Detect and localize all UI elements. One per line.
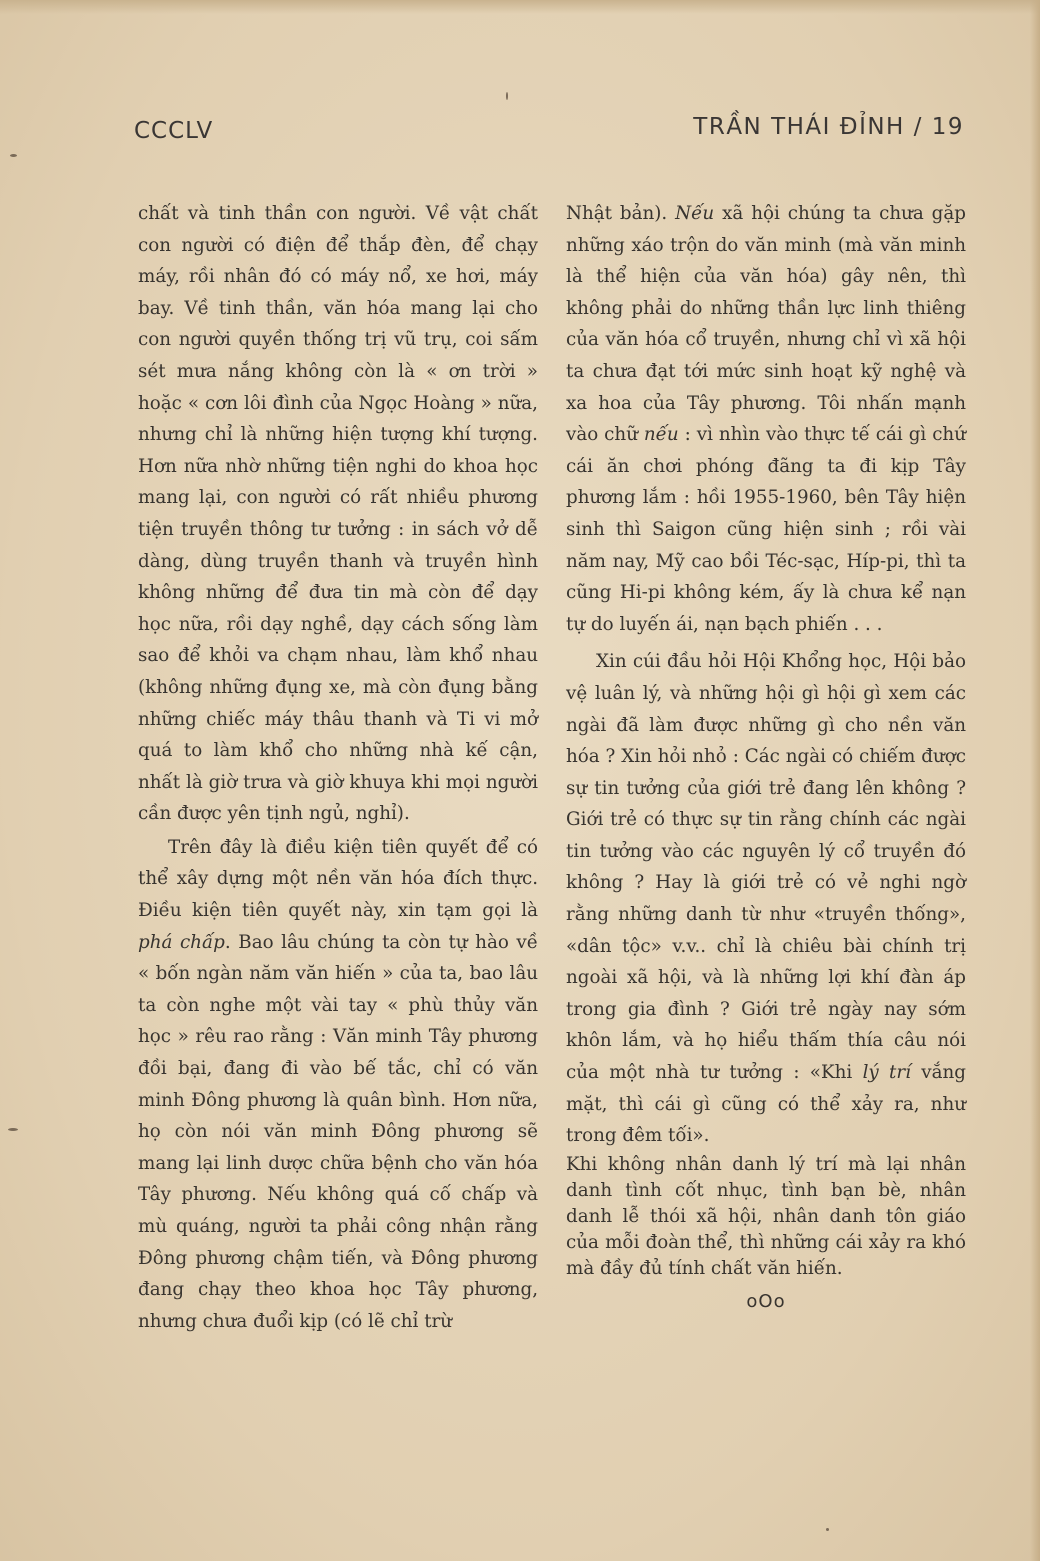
left-paragraph-1: chất và tinh thần con người. Về vật chất con người có điện để thắp đèn, để chạy máy, rồi nhân đó có máy nổ, xe hơi, máy bay. Về tinh thần, văn hóa mang lại cho con người quyền thống trị vũ trụ, coi sấm sét mưa nắng không còn là « ơn trời » hoặc « cơn lôi đình của Ngọc Hoàng » nữa, nhưng chỉ là những hiện tượng khí tượng. Hơn nữa nhờ những tiện nghi do khoa học mang lại, con người có rất nhiều phương tiện truyền thông tư tưởng : in sách vở dễ dàng, dùng truyền thanh và truyền hình không những để đưa tin mà còn để dạy học nữa, rồi dạy nghề, dạy cách sống làm sao để khỏi va chạm nhau, làm khổ nhau (không những đụng xe, mà còn đụng bằng những chiếc máy thâu thanh và Ti vi mở quá to làm khổ cho những nhà kế cận, nhất là giờ trưa và giờ khuya khi mọi người cần được yên tịnh ngủ, nghỉ). (138, 203, 538, 825)
right-paragraph-2-tail: Khi không nhân danh lý trí mà lại nhân danh tình cốt nhục, tình bạn bè, nhân danh lễ thói xã hội, nhân danh tôn giáo của mỗi đoàn thể, thì những cái xảy ra khó mà đầy đủ tính chất văn hiến. (566, 1153, 966, 1279)
emphasis-pha-chap: phá chấp (138, 931, 225, 953)
paper-speck (10, 154, 17, 157)
emphasis-ly-tri: lý trí (862, 1062, 911, 1084)
paper-speck (826, 1528, 829, 1531)
right-p1-text-b: xã hội chúng ta chưa gặp những xáo trộn do văn minh (mà văn minh là thể hiện của văn hóa) gây nên, thì không phải do những thần lực linh thiêng của văn hóa cổ truyền, nhưng chỉ vì xã hội ta chưa đạt tới mức sinh hoạt kỹ nghệ và xa hoa của Tây phương. Tôi nhấn mạnh vào chữ (566, 203, 966, 446)
right-paragraph-1 (566, 198, 966, 640)
right-paragraph-2 (566, 646, 966, 1152)
section-end-ornament: oOo (746, 1290, 786, 1312)
left-column (138, 198, 538, 1337)
left-paragraph-2 (138, 832, 538, 1338)
right-p2-text-a: Xin cúi đầu hỏi Hội Khổng học, Hội bảo vệ luân lý, và những hội gì hội gì xem các ngài đã làm được những gì cho nền văn hóa ? Xin hỏi nhỏ : Các ngài có chiếm được sự tin tưởng của giới trẻ đang lên không ? Giới trẻ có thực sự tin rằng chính các ngài tin tưởng vào các nguyên lý cổ truyền đó không ? Hay là giới trẻ có vẻ nghi ngờ rằng những danh từ như «truyền thống», «dân tộc» v.v.. chỉ là chiêu bài chính trị ngoài xã hội, và là những lợi khí đàn áp trong gia đình ? Giới trẻ ngày nay sớm khôn lắm, và họ hiểu thấm thía câu nói của một nhà tư tưởng : «Khi (566, 651, 966, 1084)
header-author-page-number: TRẦN THÁI ĐỈNH / 19 (693, 114, 964, 140)
paper-speck (8, 1128, 18, 1131)
left-p2-text-b: . Bao lâu chúng ta còn tự hào về « bốn ngàn năm văn hiến » của ta, bao lâu ta còn nghe một vài tay « phù thủy văn học » rêu rao rằng : Văn minh Tây phương đồi bại, đang đi vào bế tắc, chỉ có văn minh Đông phương là quân bình. Hơn nữa, họ còn nói văn minh Đông phương sẽ mang lại linh dược chữa bệnh cho văn hóa Tây phương. Nếu không quá cố chấp và mù quáng, người ta phải công nhận rằng Đông phương chậm tiến, và Đông phương đang chạy theo khoa học Tây phương, nhưng chưa đuổi kịp (có lẽ chỉ trừ (138, 931, 539, 1332)
right-p1-text-c: : vì nhìn vào thực tế cái gì chứ cái ăn chơi phóng đãng ta đi kịp Tây phương lắm : hồi 1955-1960, bên Tây hiện sinh thì Saigon cũng hiện sinh ; rồi vài năm nay, Mỹ cao bồi Téc-sạc, Híp-pi, thì ta cũng Hi-pi không kém, ấy là chưa kể nạn tự do luyến ái, nạn bạch phiến . . . (566, 424, 966, 635)
running-header (0, 112, 1040, 152)
emphasis-neu: Nếu (675, 203, 715, 224)
right-column (566, 198, 966, 1317)
left-p2-text-a: Trên đây là điều kiện tiên quyết để có thể xây dựng một nền văn hóa đích thực. Điều kiện tiên quyết này, xin tạm gọi là (138, 836, 538, 922)
paper-speck (506, 92, 508, 100)
header-roman-numeral: CCCLV (134, 118, 214, 144)
emphasis-neu-2: nếu (643, 424, 679, 446)
right-p2-text-b: vắng mặt, thì cái gì cũng có thể xảy ra, như trong đêm tối». (566, 1062, 966, 1147)
right-p1-text-a: Nhật bản). (566, 203, 676, 224)
